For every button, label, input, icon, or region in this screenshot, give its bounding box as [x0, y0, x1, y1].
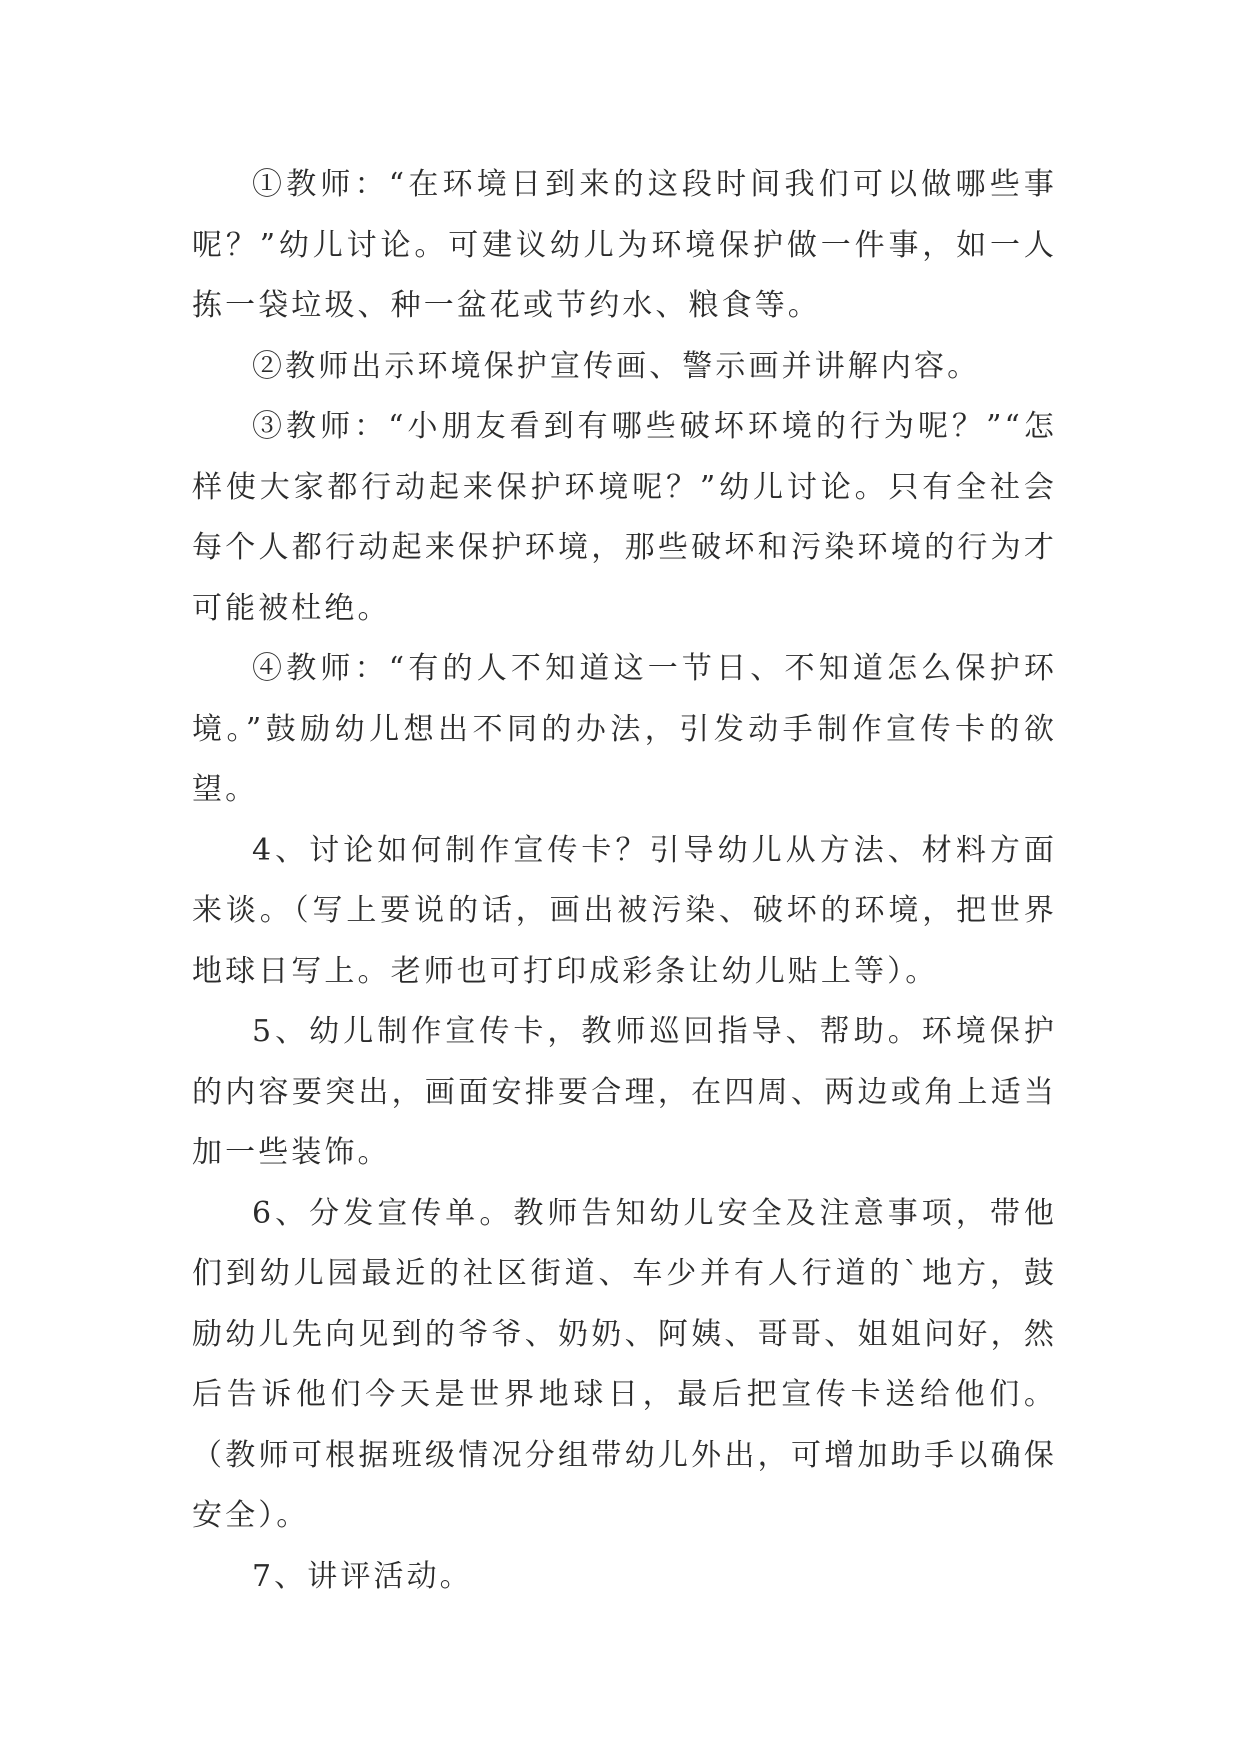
paragraph-step-3-4: ④教师：“有的人不知道这一节日、不知道怎么保护环境。”鼓励幼儿想出不同的办法，引发动手制作宣传卡的欲望。	[192, 651, 1057, 807]
paragraph-step-5: 5、幼儿制作宣传卡，教师巡回指导、帮助。环境保护的内容要突出，画面安排要合理，在四周、两边或角上适当加一些装饰。	[192, 1014, 1057, 1170]
paragraph-step-4: 4、讨论如何制作宣传卡？引导幼儿从方法、材料方面来谈。（写上要说的话，画出被污染、破坏的环境，把世界地球日写上。老师也可打印成彩条让幼儿贴上等）。	[192, 832, 1057, 989]
paragraph-step-3-1: ①教师：“在环境日到来的这段时间我们可以做哪些事呢？”幼儿讨论。可建议幼儿为环境保护做一件事，如一人拣一袋垃圾、种一盆花或节约水、粮食等。	[192, 167, 1057, 323]
paragraph-step-7: 7、讲评活动。	[252, 1558, 473, 1594]
paragraph-step-3-3: ③教师：“小朋友看到有哪些破坏环境的行为呢？”“怎样使大家都行动起来保护环境呢？”幼儿讨论。只有全社会每个人都行动起来保护环境，那些破坏和污染环境的行为才可能被杜绝。	[192, 409, 1057, 626]
paragraph-step-3-2: ②教师出示环境保护宣传画、警示画并讲解内容。	[252, 348, 981, 384]
paragraph-step-6: 6、分发宣传单。教师告知幼儿安全及注意事项，带他们到幼儿园最近的社区街道、车少并有人行道的`地方，鼓励幼儿先向见到的爷爷、奶奶、阿姨、哥哥、姐姐问好，然后告诉他们今天是世界地球日，最后把宣传卡送给他们。（教师可根据班级情况分组带幼儿外出，可增加助手以确保安全）。	[192, 1195, 1057, 1533]
document-body	[192, 155, 1057, 1607]
